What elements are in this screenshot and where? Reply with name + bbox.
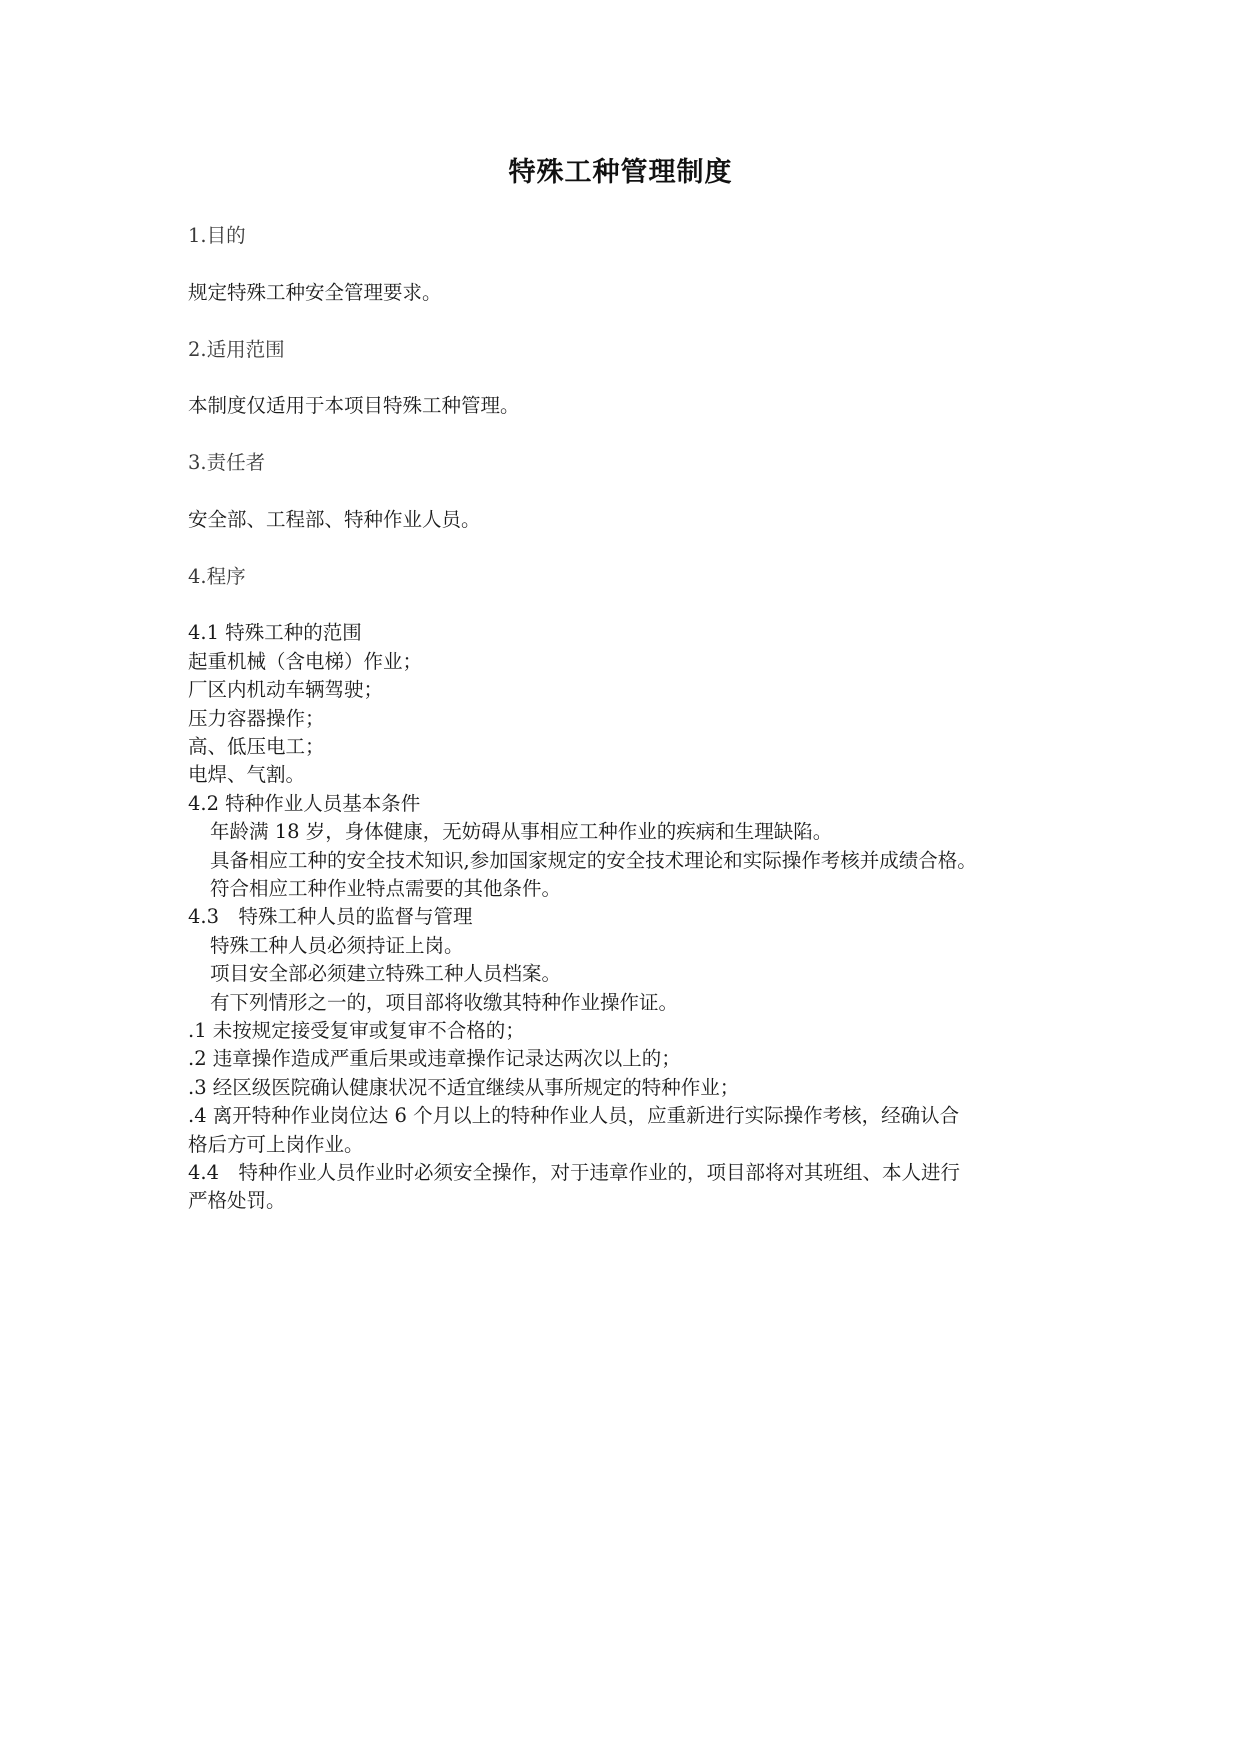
list-item: 特殊工种人员必须持证上岗。 [210,933,464,957]
section-4-4-line-continuation: 严格处罚。 [188,1189,286,1213]
list-item: 有下列情形之一的，项目部将收缴其特种作业操作证。 [210,990,679,1014]
list-item: 压力容器操作； [188,706,325,730]
spacer [188,591,1088,619]
list-item: 符合相应工种作业特点需要的其他条件。 [210,876,562,900]
section-3-body: 安全部、工程部、特种作业人员。 [188,507,481,531]
sub-list-item: .4 离开特种作业岗位达 6 个月以上的特种作业人员，应重新进行实际操作考核，经确认合 [188,1104,960,1128]
section-2-body: 本制度仅适用于本项目特殊工种管理。 [188,394,520,418]
list-item: 厂区内机动车辆驾驶； [188,678,384,702]
spacer [188,250,1088,278]
section-4-heading: 4.程序 [188,564,246,588]
sub-list-item: .2 违章操作造成严重后果或违章操作记录达两次以上的； [188,1047,681,1071]
section-1-heading: 1.目的 [188,224,246,247]
section-4-4-line: 4.4 特种作业人员作业时必须安全操作，对于违章作业的，项目部将对其班组、本人进行 [188,1160,961,1184]
spacer [188,534,1088,562]
list-item: 具备相应工种的安全技术知识,参加国家规定的安全技术理论和实际操作考核并成绩合格。 [210,848,977,872]
spacer [188,364,1088,392]
spacer [188,307,1088,335]
sub-list-item: .1 未按规定接受复审或复审不合格的； [188,1018,525,1042]
section-1-body: 规定特殊工种安全管理要求。 [188,280,442,304]
sub-list-item: .3 经区级医院确认健康状况不适宜继续从事所规定的特种作业； [188,1075,740,1099]
list-item: 高、低压电工； [188,735,325,759]
list-item: 起重机械（含电梯）作业； [188,649,423,673]
section-3-heading: 3.责任者 [188,451,266,475]
document-body [188,222,1088,1216]
section-4-3-heading: 4.3 特殊工种人员的监督与管理 [188,905,473,929]
section-4-1-heading: 4.1 特殊工种的范围 [188,621,362,645]
list-item: 年龄满 18 岁，身体健康，无妨碍从事相应工种作业的疾病和生理缺陷。 [210,820,833,844]
spacer [188,478,1088,506]
sub-list-item-continuation: 格后方可上岗作业。 [188,1132,364,1156]
section-4-2-heading: 4.2 特种作业人员基本条件 [188,791,421,815]
list-item: 项目安全部必须建立特殊工种人员档案。 [210,962,562,986]
spacer [188,421,1088,449]
section-2-heading: 2.适用范围 [188,337,285,361]
document-title: 特殊工种管理制度 [508,157,733,188]
list-item: 电焊、气割。 [188,763,306,787]
